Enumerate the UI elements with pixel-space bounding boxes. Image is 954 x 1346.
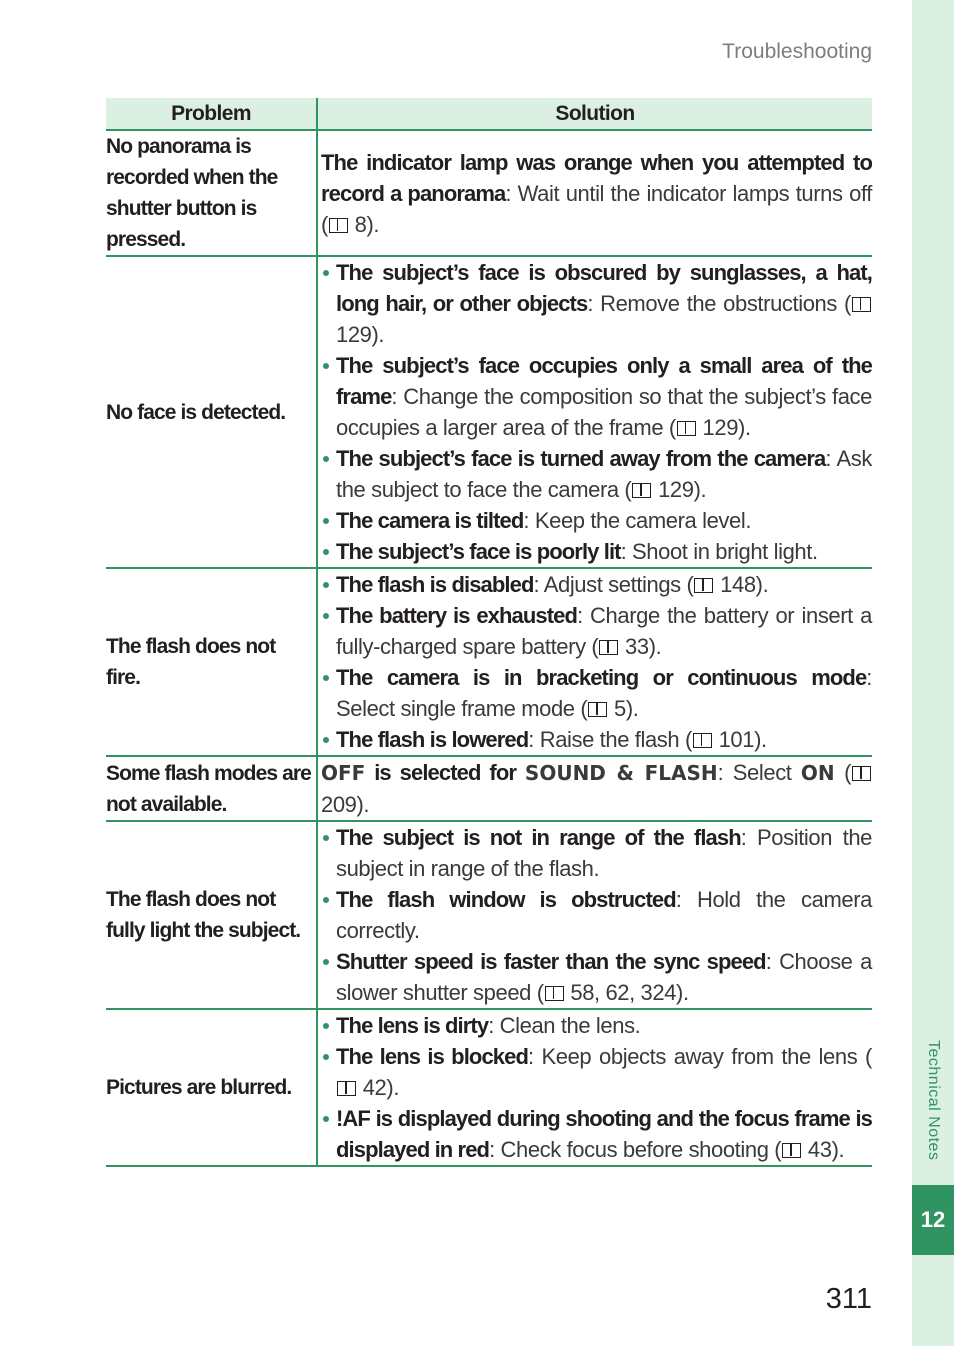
remedy-text: : Raise the flash ( [528,727,692,752]
troubleshooting-table [106,98,872,1167]
cause-text: The flash is disabled [336,572,534,597]
remedy-text: : Wait until the indicator lamps turns off ( [321,180,872,237]
list-item [321,822,872,884]
page-ref: 5). [614,696,639,721]
cause-text: The lens is blocked [336,1044,529,1069]
list-item [321,724,872,755]
page-reference-icon [694,578,713,593]
solution-list [321,257,872,567]
cause-text: The subject’s face is turned away from the camera [336,446,826,471]
solution-cell [317,756,872,821]
table-row [106,821,872,1009]
remedy-text: : Charge the battery or insert a fully-charged spare battery ( [336,603,873,659]
chapter-number-tab: 12 [912,1185,954,1255]
problem-cell: Pictures are blurred. [106,1009,317,1166]
chapter-title [912,1020,954,1180]
cause-text: Shutter speed is faster than the sync speed [336,949,766,974]
table-row [106,256,872,568]
table-row [106,1009,872,1166]
page-number: 311 [825,1283,872,1315]
problem-cell: The flash does not fully light the subject. [106,821,317,1009]
problem-cell: Some flash modes are not available. [106,756,317,821]
remedy-text: : Check focus before shooting ( [489,1137,782,1162]
cause-text: The flash window is obstructed [336,887,676,912]
page-reference-icon [599,640,618,655]
page-reference-icon [329,218,348,233]
cause-text: The camera is in bracketing or continuous mode [336,665,867,690]
page-ref: 58, 62, 324). [570,980,689,1005]
solution-cell [317,1009,872,1166]
page-ref: 33). [625,634,662,659]
solution-column-header: Solution [317,98,872,130]
remedy-text: : Change the composition so that the subject’s face occupies a larger area of the frame ( [336,384,872,440]
list-item [321,1041,872,1103]
remedy-text: : Hold the camera correctly. [336,887,872,943]
cause-text: The flash is lowered [336,727,529,752]
table-header-row [106,98,872,130]
cause-text: The camera is tilted [336,508,524,533]
page-ref: 129). [336,322,385,347]
page-ref: 148). [720,572,769,597]
cause-text: !AF is displayed during shooting and the focus frame is displayed in red [336,1106,872,1162]
list-item [321,600,872,662]
cause-text: The subject’s face occupies only a small area of the frame [336,353,872,409]
page-reference-icon [588,702,607,717]
table-row [106,756,872,821]
list-item [321,536,872,567]
remedy-text: : Ask the subject to face the camera ( [336,446,872,502]
remedy-text: : Select [717,760,801,785]
setting-name: SOUND & FLASH [524,761,718,785]
page-reference-icon [677,421,696,436]
remedy-text: : Keep objects away from the lens ( [528,1044,872,1069]
solution-list [321,822,872,1008]
page-reference-icon [782,1143,801,1158]
page-ref: 8). [354,211,380,237]
page-ref: 101). [718,727,767,752]
list-item [321,505,872,536]
solution-list [321,569,872,755]
problem-cell: The flash does not fire. [106,568,317,756]
solution-cell [317,256,872,568]
cause-text: The subject’s face is poorly lit [336,539,621,564]
solution-list [321,1010,872,1165]
list-item [321,257,872,350]
list-item [321,350,872,443]
cause-text: The subject’s face is obscured by sunglasses, a hat, long hair, or other objects [336,260,872,316]
page-reference-icon [632,483,651,498]
solution-cell [317,130,872,256]
problem-cell: No panorama is recorded when the shutter button is pressed. [106,130,317,256]
setting-value-off: OFF [321,761,366,785]
page-ref: 129). [658,477,707,502]
cause-text: The subject is not in range of the flash [336,825,741,850]
page-reference-icon [545,986,564,1001]
section-title: Troubleshooting [722,40,872,63]
page-ref: 42). [362,1075,400,1100]
remedy-text: : Remove the obstructions ( [587,291,851,316]
page-reference-icon [337,1081,356,1096]
page-reference-icon [852,766,871,781]
list-item [321,569,872,600]
list-item [321,1010,872,1041]
remedy-text: : Adjust settings ( [533,572,694,597]
remedy-text: : Position the subject in range of the flash. [336,825,873,881]
cause-text: The lens is dirty [336,1013,489,1038]
chapter-title-text: Technical Notes [925,1039,942,1161]
remedy-text: : Keep the camera level. [523,508,752,533]
problem-cell: No face is detected. [106,256,317,568]
cause-text: The battery is exhausted [336,603,578,628]
setting-value-on: ON [800,761,835,785]
page-ref: 129). [702,415,751,440]
list-item [321,946,872,1008]
page-ref: 209). [321,792,370,817]
page-reference-icon [693,733,712,748]
problem-column-header: Problem [106,98,317,130]
remedy-text: : Choose a slower shutter speed ( [336,949,872,1005]
page-reference-icon [852,297,871,312]
list-item [321,662,872,724]
remedy-text: : Select single frame mode ( [336,665,872,721]
cause-text: is selected for [365,760,525,785]
remedy-text: : Shoot in bright light. [620,539,818,564]
paren-open: ( [834,760,851,785]
solution-cell [317,568,872,756]
page-ref: 43). [807,1137,845,1162]
remedy-text: : Clean the lens. [488,1013,641,1038]
table-row [106,568,872,756]
table-row [106,130,872,256]
list-item [321,884,872,946]
solution-cell [317,821,872,1009]
list-item [321,443,872,505]
list-item [321,1103,872,1165]
cause-text: The indicator lamp was orange when you attempted to record a panorama [321,149,872,206]
